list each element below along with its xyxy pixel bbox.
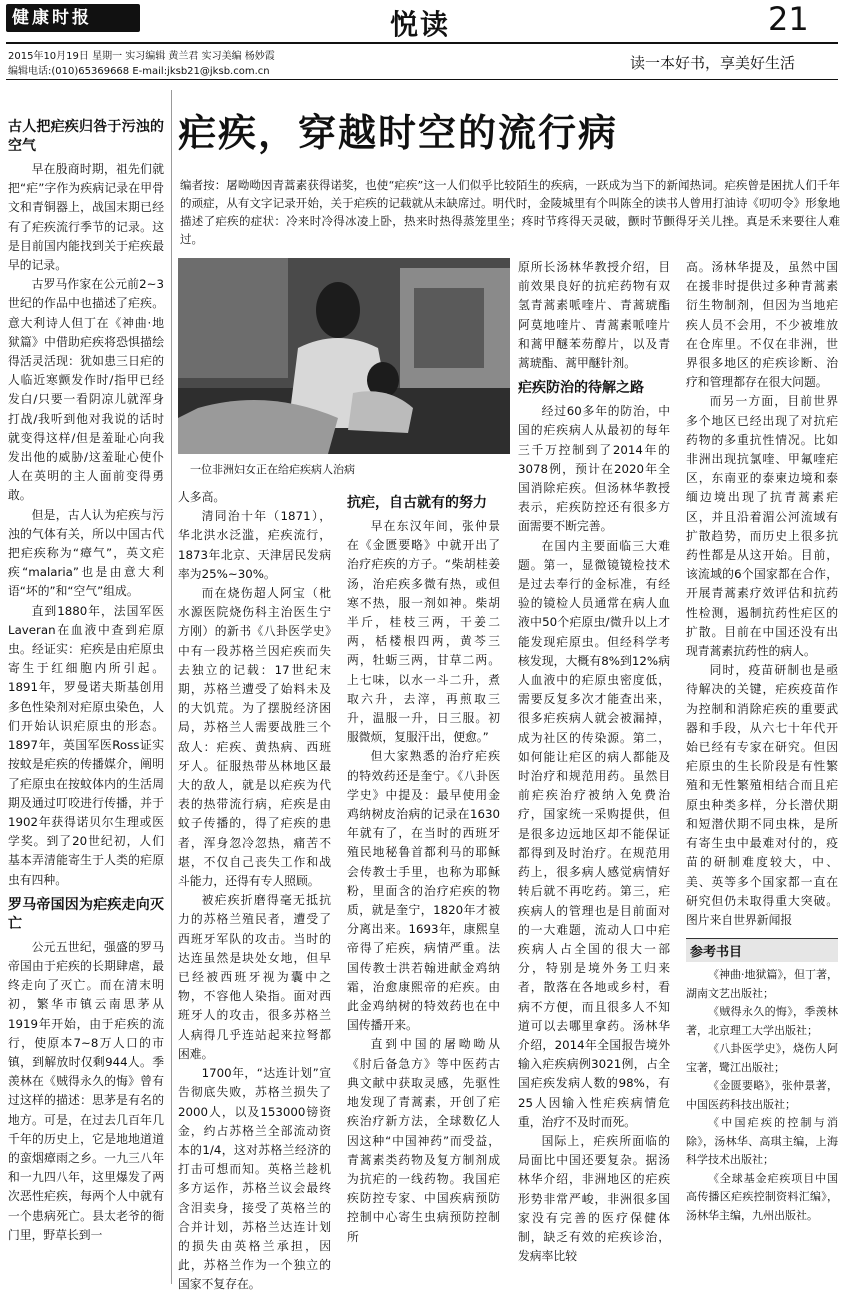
reference-item: 《金匮要略》，张仲景著，中国医药科技出版社； [686, 1079, 838, 1111]
article-column-5 [686, 258, 838, 1284]
paragraph: 原所长汤林华教授介绍，目前效果良好的抗疟药物有双氢青蒿素哌喹片、青蒿琥酯阿莫地喹片、青蒿素哌喹片和蒿甲醚苯芴醇片，以及青蒿琥酯、蒿甲醚针剂。 [518, 260, 670, 371]
article-column-3 [347, 488, 500, 1284]
reference-item: 《中国疟疾的控制与消除》，汤林华、高琪主编，上海科学技术出版社； [686, 1116, 838, 1167]
section-slogan: 读一本好书，享美好生活 [630, 54, 796, 72]
reference-item: 《全球基金疟疾项目中国高传播区疟疾控制资料汇编》，汤林华主编，九州出版社。 [686, 1171, 838, 1222]
paragraph: 但大家熟悉的治疗疟疾的特效药还是奎宁。《八卦医学史》中提及：最早使用金鸡纳树皮治病的记录在1630年就有了，在当时的西班牙殖民地秘鲁首都利马的耶稣会传教士手里，也称为耶稣粉，里面含的治疗疟疾的物质，就是奎宁，1820年才被分离出来。1693年，康熙皇帝得了疟疾，病情严重。法国传教士洪若翰进献金鸡纳霜，治愈康熙帝的疟疾。由此金鸡纳树的特效药也在中国传播开来。 [347, 749, 500, 1033]
article-column-2 [178, 488, 331, 1292]
paragraph: 早在殷商时期，祖先们就把“疟”字作为疾病记录在甲骨文和青铜器上，战国末期已经有了疟疾流行季节的记录。这是目前国内能找到关于疟疾最早的记录。 [8, 162, 164, 273]
section-title: 悦读 [390, 8, 451, 41]
contact-info: 编辑电话:(010)65369668 E-mail:jksb21@jksb.com.cn [8, 66, 270, 77]
paragraph: 直到中国的屠呦呦从《肘后备急方》等中医药古典文献中获取灵感，先驱性地发现了青蒿素，开创了疟疾治疗新方法，全球数亿人因这种“中国神药”而受益，青蒿素类药物及复方制剂成为抗疟的一线药物。我国疟疾防控专家、中国疾病预防控制中心寄生虫病预防控制所 [347, 1037, 500, 1244]
paragraph: 高。汤林华提及，虽然中国在援非时提供过多种青蒿素衍生物制剂，但因为当地疟疾人员不会用，不少被堆放在仓库里。不仅在非洲，世界很多地区的疟疾诊断、治疗和管理都存在很大问题。 [686, 260, 838, 390]
paragraph: 被疟疾折磨得毫无抵抗力的苏格兰殖民者，遭受了西班牙军队的攻击。当时的达连虽然是块处女地，但早已经被西班牙视为囊中之物，不容他人染指。面对西班牙人的攻击，很多苏格兰人病得几乎连站起来拉弩都困难。 [178, 893, 331, 1061]
references-title: 参考书目 [686, 938, 838, 962]
article-headline: 疟疾，穿越时空的流行病 [178, 110, 619, 155]
references-list [686, 966, 838, 1225]
paragraph: 国际上，疟疾所面临的局面比中国还要复杂。据汤林华介绍，非洲地区的疟疾形势非常严峻，非洲很多国家没有完善的医疗保健体制，缺乏有效的疟疾诊治，发病率比较 [518, 1133, 670, 1264]
paragraph: 1700年，“达连计划”宣告彻底失败，苏格兰损失了2000人，以及153000镑资金，约占苏格兰全部流动资本的1/4，这对苏格兰经济的打击可想而知。英格兰趁机多方运作，苏格兰议会最终含泪卖身，接受了英格兰的合并计划，苏格兰达连计划的损失由英格兰承担，因此，苏格兰作为一个独立的国家不复存在。 [178, 1066, 331, 1292]
paragraph: 早在东汉年间，张仲景在《金匮要略》中就开出了治疗疟疾的方子。“柴胡桂姜汤，治疟疾多微有热，或但寒不热，服一剂如神。柴胡半斤，桂枝三两，干姜二两，栝楼根四两，黄芩三两，牡蛎三两，甘草二两。上七味，以水一斗二升，煮取六升，去滓，再煎取三升，温服一升，日三服。初服微烦，复服汗出，便愈。” [347, 519, 500, 745]
photo-illustration [178, 258, 510, 454]
article-column-1 [8, 112, 164, 1284]
subheading: 罗马帝国因为疟疾走向灭亡 [8, 896, 164, 932]
paragraph: 直到1880年，法国军医Laveran在血液中查到疟原虫。经证实：疟疾是由疟原虫寄生于红细胞内所引起。1891年，罗曼诺夫斯基创用多色性染剂对疟原虫染色，人们开始认识疟原虫的形态。1897年，英国军医Ross证实按蚊是疟疾的传播媒介，阐明了疟原虫在按蚊体内的生活周期及通过叮咬进行传播，并于1902年获得诺贝尔生理或医学奖。到了20世纪初，人们基本弄清能寄生于人类的疟原虫有四种。 [8, 603, 164, 887]
reference-item: 《八卦医学史》，烧伤人阿宝著，鹭江出版社； [686, 1042, 838, 1074]
newspaper-logo: 健康时报 [6, 4, 140, 32]
editor-note: 编者按：屠呦呦因青蒿素获得诺奖，也使“疟疾”这一人们似乎比较陌生的疾病，一跃成为当下的新闻热词。疟疾曾是困扰人们千年的顽症，从有文字记录开始，关于疟疾的记载就从未缺席过。明代时，金陵城里有个叫陈全的读书人曾用打油诗《叨叨令》形象地描述了疟疾的症状：冷来时冷得冰凌上卧，热来时热得蒸笼里坐；疼时节疼得天灵破，颤时节颤得牙关儿挫。真是禾来要往人难过。 [180, 178, 840, 246]
paragraph: 经过60多年的防治，中国的疟疾病人从最初的每年三千万控制到了2014年的3078例，预计在2020年全国消除疟疾。但汤林华教授表示，疟疾防控还有很多方面需要不断完善。 [518, 404, 670, 534]
paragraph: 同时，疫苗研制也是亟待解决的关键，疟疾疫苗作为控制和消除疟疾的重要武器和手段，从六七十年代开始已经有专家在研究。但因疟原虫的生长阶段是有性繁殖和无性繁殖相结合而且疟原虫种类多样，分长潜伏期和短潜伏期不同虫株，是所有寄生虫中最难对付的，疫苗的研制难度较大，中、美、英等多个国家都一直在研究但仍未取得重大突破。图片来自世界新闻报 [686, 663, 838, 927]
paragraph: 清同治十年（1871），华北洪水泛滥，疟疾流行，1873年北京、天津居民发病率为25%~30%。 [178, 509, 331, 581]
paragraph: 但是，古人认为疟疾与污浊的气体有关，所以中国古代把疟疾称为“瘴气”，英文疟疾“malaria”也是由意大利语“坏的”和“空气”组成。 [8, 507, 164, 599]
paragraph: 而在烧伤超人阿宝（枇水源医院烧伤科主治医生宁方刚）的新书《八卦医学史》中有一段苏格兰因疟疾而失去独立的记载：17世纪末期，苏格兰遭受了始料未及的大饥荒。为了摆脱经济困局，苏格兰人需要战胜三个敌人：疟疾、黄热病、西班牙人。征服热带丛林地区最大的敌人，就是以疟疾为代表的热带流行病，疟疾是由蚊子传播的，得了疟疾的患者，浑身忽冷忽热，痛苦不堪，不仅自己丧失工作和战斗能力，还得有专人照顾。 [178, 586, 331, 889]
paragraph: 古罗马作家在公元前2~3世纪的作品中也描述了疟疾。意大利诗人但丁在《神曲·地狱篇》中借助疟疾将恐惧描绘得活灵活现：犹如患三日疟的人临近寒颤发作时/指甲已经发白/只要一看阴凉儿就浑身打战/我听到他对我说的话时就变得这样/但是羞耻心向我发出他的威胁/这羞耻心使仆人在英明的主人面前变得勇敢。 [8, 277, 164, 503]
reference-item: 《贼得永久的悔》，季羡林著，北京理工大学出版社； [686, 1005, 838, 1037]
page-number: 21 [768, 0, 809, 38]
header-rule [6, 42, 838, 44]
paragraph: 人多高。 [178, 490, 226, 504]
subheading: 古人把疟疾归咎于污浊的空气 [8, 119, 164, 154]
header-rule-bottom [6, 79, 838, 80]
issue-info: 2015年10月19日 星期一 实习编辑 黄兰君 实习美编 杨妙霞 [8, 51, 275, 62]
paragraph: 公元五世纪，强盛的罗马帝国由于疟疾的长期肆虐，最终走向了灭亡。而在清末明初，繁华市镇云南思茅从1919年开始，由于疟疾的流行，使原本7~8万人口的市镇，到解放时仅剩944人。季羡林在《贼得永久的悔》曾有过这样的描述：思茅是有名的地方。可是，在过去几百年几千年的历史上，它是地地道道的蛮烟瘴雨之乡。一九三八年和一九四八年，这里爆发了两次恶性疟疾，每两个人中就有一个患病死亡。县太老爷的衙门里，野草长到一 [8, 939, 164, 1242]
subheading: 疟疾防治的待解之路 [518, 380, 644, 397]
paragraph: 在国内主要面临三大难题。第一，显微镜镜检技术是过去奉行的金标准，有经验的镜检人员通常在病人血液中50个疟原虫/微升以上才能发现疟原虫。但经科学考核发现，大概有8%到12%病人血液中的疟原虫密度低，需要反复多次才能查出来，很多疟疾病人就会被漏掉，成为社区的传染源。第二，如何能让疟区的病人都能及时治疗和规范用药。虽然目前疟疾治疗被纳入免费治疗，国家统一采购提供，但是很多边远地区却不能保证都得到及时治疗。在规范用药上，很多病人感觉病情好转后就不再吃药。第三，疟疾病人的管理也是目前面对的一大难题，流动人口中疟疾病人占全国的很大一部分，特别是境外务工归来者，散落在各地或乡村，看病不方便，而且很多人不知道可以去哪里拿药。汤林华介绍，2014年全国报告境外输入疟疾病例3021例，占全国疟疾发病人数的98%，有25人因输入性疟疾病情危重，治疗不及时而死。 [518, 538, 670, 1129]
photo-caption: 一位非洲妇女正在给疟疾病人治病 [190, 463, 355, 476]
subheading: 抗疟，自古就有的努力 [347, 495, 487, 511]
article-photo [178, 258, 510, 454]
paragraph: 而另一方面，目前世界多个地区已经出现了对抗疟药物的多重抗性情况。比如非洲出现抗氯喹、甲氟喹疟区，东南亚的泰柬边境和泰缅边境出现了抗青蒿素疟区，并且沿着湄公河流域有扩散趋势，而历史上很多抗药性都是从这开始。目前，该流域的6个国家都在合作，开展青蒿素疗效评估和抗药性检测，遏制抗药性疟区的扩散。目前在中国还没有出现青蒿素抗药性的病人。 [686, 394, 838, 659]
article-column-4 [518, 258, 670, 1284]
reference-item: 《神曲·地狱篇》，但丁著，湖南文艺出版社； [686, 968, 838, 1000]
